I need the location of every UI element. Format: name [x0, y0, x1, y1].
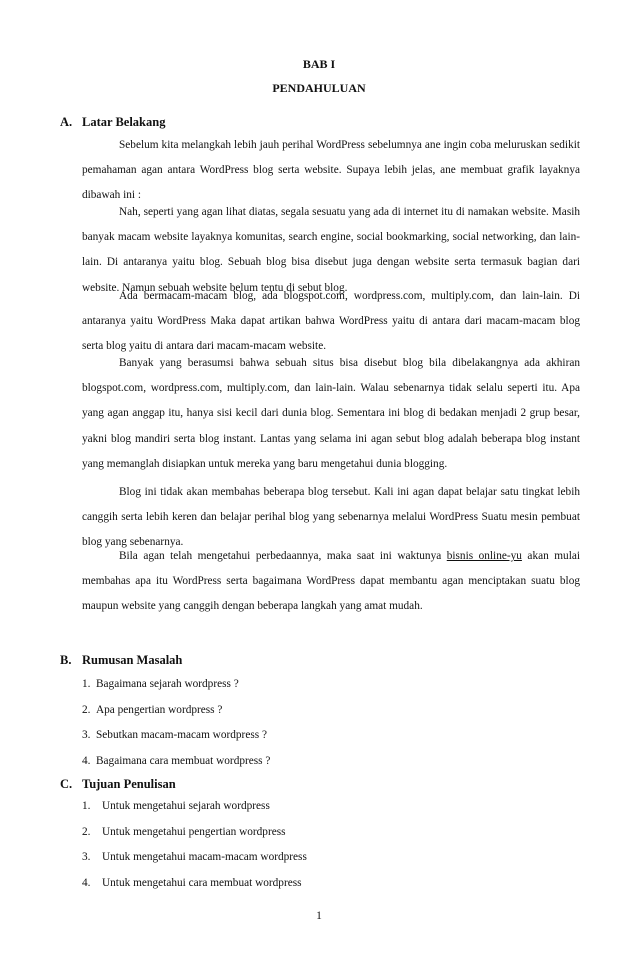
list-item	[82, 698, 270, 724]
list-text: Untuk mengetahui cara membuat wordpress	[102, 876, 302, 889]
chapter-title: PENDAHULUAN	[272, 81, 366, 95]
list-item	[82, 672, 270, 698]
list-item	[82, 794, 307, 820]
list-item	[82, 845, 307, 871]
list-number: 2.	[82, 825, 91, 838]
list-text: Bagaimana cara membuat wordpress ?	[96, 754, 271, 767]
list-item	[82, 723, 270, 749]
paragraph-text: Bila agan telah mengetahui perbedaannya, maka saat ini waktunya	[119, 550, 447, 562]
paragraph: Ada bermacam-macam blog, ada blogspot.com, wordpress.com, multiply.com, dan lain-lain. Di antaranya yaitu WordPress Maka dapat artikan bahwa WordPress yaitu di antara dari macam-macam blog serta blog yaitu di antara dari macam-macam website.	[82, 290, 580, 353]
section-title: Rumusan Masalah	[82, 653, 183, 667]
list-item	[82, 749, 270, 775]
paragraph: Nah, seperti yang agan lihat diatas, segala sesuatu yang ada di internet itu di namakan website. Masih banyak macam website layaknya komunitas, search engine, social bookmarking, social networking, dan lain-lain. Di antaranya yaitu blog. Sebuah blog bisa disebut juga dengan website serta termasuk bagian dari website. Namun sebuah website belum tentu di sebut blog.	[82, 206, 580, 294]
section-heading-latar-belakang	[60, 115, 165, 130]
list-text: Untuk mengetahui macam-macam wordpress	[102, 851, 307, 863]
list-text: Untuk mengetahui sejarah wordpress	[102, 800, 270, 812]
bisnis-online-link[interactable]: bisnis online-yu	[446, 550, 522, 562]
list-text: Bagaimana sejarah wordpress ?	[96, 678, 239, 690]
list-number: 1.	[82, 800, 91, 812]
paragraph-text: akan mulai membahas apa itu WordPress serta bagaimana WordPress dapat membantu agan menciptakan suatu blog maupun website yang canggih dengan beberapa langkah yang amat mudah.	[82, 550, 580, 613]
list-text: Untuk mengetahui pengertian wordpress	[102, 825, 286, 838]
section-heading-rumusan-masalah	[60, 653, 182, 668]
paragraph: Blog ini tidak akan membahas beberapa blog tersebut. Kali ini agan dapat belajar satu tingkat lebih canggih serta lebih keren dan belajar perihal blog yang sebenarnya melalui WordPress Suatu mesin pembuat blog yang sebenarnya.	[82, 486, 580, 549]
list-item	[82, 871, 307, 897]
list-number: 3.	[82, 729, 91, 741]
tujuan-list	[82, 794, 307, 896]
chapter-number: BAB I	[302, 57, 336, 71]
page-number: 1	[316, 910, 322, 922]
rumusan-list	[82, 672, 270, 774]
paragraph	[82, 544, 580, 620]
section-heading-tujuan-penulisan	[60, 777, 176, 792]
list-text: Sebutkan macam-macam wordpress ?	[96, 729, 267, 741]
list-number: 3.	[82, 851, 91, 863]
list-number: 4.	[82, 754, 91, 767]
list-text: Apa pengertian wordpress ?	[96, 703, 223, 716]
list-item	[82, 820, 307, 846]
section-letter: B.	[60, 653, 72, 667]
section-title: Tujuan Penulisan	[82, 777, 176, 791]
list-number: 2.	[82, 703, 91, 716]
section-letter: A.	[60, 115, 73, 129]
list-number: 4.	[82, 876, 91, 889]
paragraph: Banyak yang berasumsi bahwa sebuah situs bisa disebut blog bila dibelakangnya ada akhiran blogspot.com, wordpress.com, multiply.com, dan lain-lain. Walau sebenarnya tidak selalu seperti itu. Apa yang agan anggap itu, hanya sisi kecil dari dunia blog. Sementara ini blog di bedakan menjadi 2 grup besar, yakni blog mandiri serta blog instant. Lantas yang selama ini agan sebut blog adalah beberapa blog instant yang memanglah disiapkan untuk mereka yang baru mengetahui dunia blogging.	[82, 357, 580, 470]
section-letter: C.	[60, 777, 73, 791]
paragraph: Sebelum kita melangkah lebih jauh perihal WordPress sebelumnya ane ingin coba meluruskan sedikit pemahaman agan antara WordPress blog serta website. Supaya lebih jelas, ane membuat grafik layaknya dibawah ini :	[82, 139, 580, 202]
section-title: Latar Belakang	[82, 115, 166, 129]
list-number: 1.	[82, 678, 91, 690]
